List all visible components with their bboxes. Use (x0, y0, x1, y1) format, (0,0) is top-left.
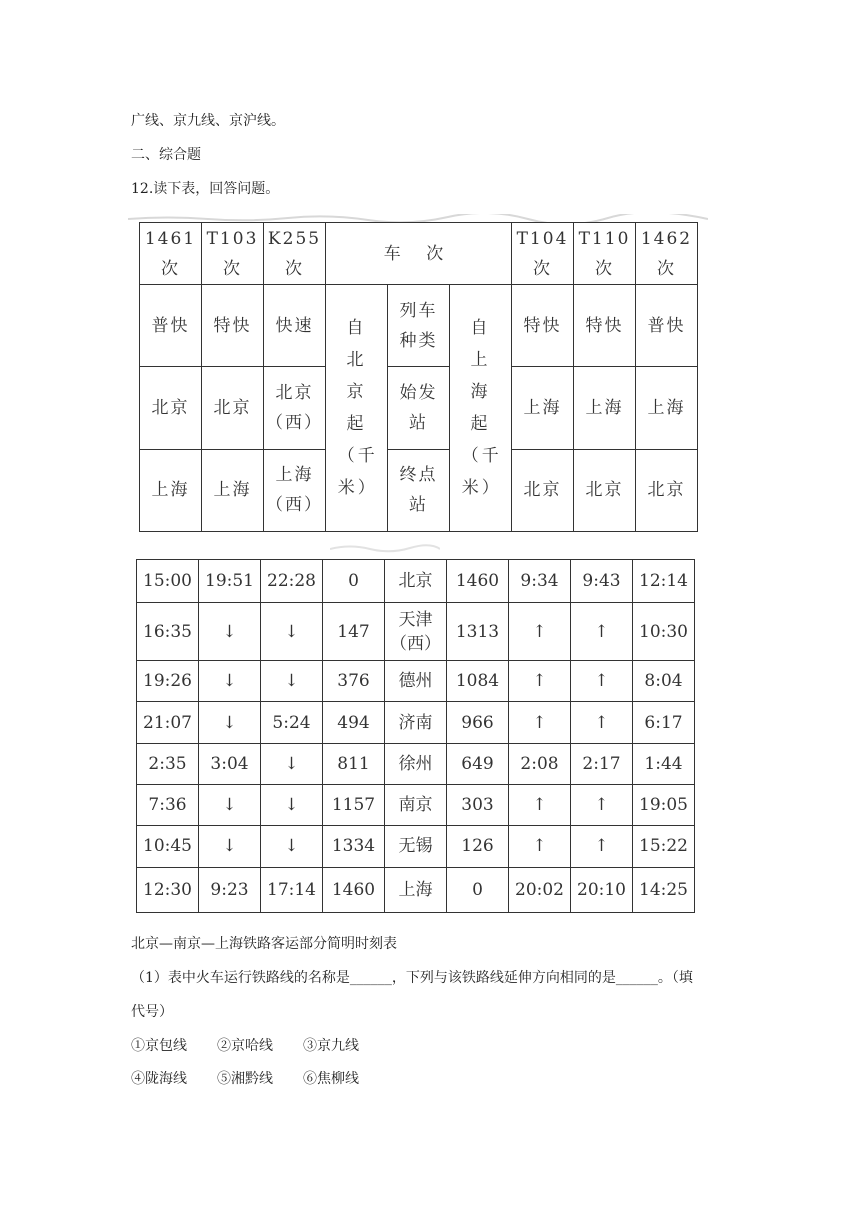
question-1: （1）表中火车运行铁路线的名称是______，下列与该铁路线延伸方向相同的是______。（填 (131, 970, 693, 986)
time-cell: 1:44 (633, 743, 695, 784)
up-arrow-icon: ↑ (571, 603, 633, 661)
train-header-t104: T104 次 (512, 223, 574, 285)
station-cell: 无锡 (385, 826, 447, 867)
time-cell: 9:43 (571, 560, 633, 603)
train-header-t103: T103 次 (202, 223, 264, 285)
down-arrow-icon: ↓ (199, 826, 261, 867)
destination-cell: 北京 (636, 449, 698, 531)
down-arrow-icon: ↓ (261, 784, 323, 825)
table-row (137, 784, 695, 825)
station-cell: 徐州 (385, 743, 447, 784)
question-title: 12.读下表，回答问题。 (131, 181, 280, 197)
up-arrow-icon: ↑ (509, 784, 571, 825)
origin-cell: 北京 (140, 367, 202, 449)
time-cell: 19:26 (137, 661, 199, 702)
distance-cell: 1334 (323, 826, 385, 867)
station-cell: 济南 (385, 702, 447, 743)
distance-cell: 147 (323, 603, 385, 661)
train-type-cell: 特快 (202, 285, 264, 367)
distance-cell: 1084 (447, 661, 509, 702)
table-row (137, 560, 695, 603)
time-cell: 15:22 (633, 826, 695, 867)
station-cell: 上海 (385, 867, 447, 912)
time-cell: 3:04 (199, 743, 261, 784)
down-arrow-icon: ↓ (199, 702, 261, 743)
up-arrow-icon: ↑ (509, 661, 571, 702)
up-arrow-icon: ↑ (571, 784, 633, 825)
distance-cell: 0 (323, 560, 385, 603)
table-row (137, 826, 695, 867)
distance-from-beijing-label: 自北 京起 （千 米） (326, 285, 388, 532)
origin-station-label: 始发 站 (388, 367, 450, 449)
origin-cell: 上海 (512, 367, 574, 449)
up-arrow-icon: ↑ (509, 702, 571, 743)
station-cell: 德州 (385, 661, 447, 702)
destination-cell: 上海 (140, 449, 202, 531)
time-cell: 5:24 (261, 702, 323, 743)
time-cell: 20:02 (509, 867, 571, 912)
station-cell: 南京 (385, 784, 447, 825)
down-arrow-icon: ↓ (261, 743, 323, 784)
time-cell: 16:35 (137, 603, 199, 661)
origin-cell: 上海 (574, 367, 636, 449)
up-arrow-icon: ↑ (509, 603, 571, 661)
train-type-cell: 特快 (574, 285, 636, 367)
option-2: ②京哈线 (217, 1038, 273, 1054)
time-cell: 2:08 (509, 743, 571, 784)
distance-cell: 1460 (323, 867, 385, 912)
distance-cell: 494 (323, 702, 385, 743)
station-cell (385, 603, 447, 661)
time-cell: 12:14 (633, 560, 695, 603)
train-type-cell: 普快 (636, 285, 698, 367)
origin-cell: 上海 (636, 367, 698, 449)
distance-cell: 811 (323, 743, 385, 784)
table-row (137, 702, 695, 743)
down-arrow-icon: ↓ (199, 784, 261, 825)
train-type-cell: 普快 (140, 285, 202, 367)
cell-text: （西） (390, 633, 441, 654)
time-cell: 7:36 (137, 784, 199, 825)
table-row (137, 661, 695, 702)
table-row (137, 867, 695, 912)
time-cell: 22:28 (261, 560, 323, 603)
train-type-label: 列车 种类 (388, 285, 450, 367)
distance-from-shanghai-label: 自上 海起 （千 米） (450, 285, 512, 532)
train-header-t110: T110 次 (574, 223, 636, 285)
distance-cell: 1460 (447, 560, 509, 603)
up-arrow-icon: ↑ (571, 702, 633, 743)
distance-cell: 303 (447, 784, 509, 825)
down-arrow-icon: ↓ (199, 603, 261, 661)
options-row-2 (131, 1069, 359, 1089)
option-5: ⑤湘黔线 (217, 1071, 273, 1087)
distance-cell: 376 (323, 661, 385, 702)
up-arrow-icon: ↑ (571, 826, 633, 867)
question-1-continued: 代号） (131, 1004, 173, 1020)
time-cell: 15:00 (137, 560, 199, 603)
time-cell: 10:45 (137, 826, 199, 867)
destination-station-label: 终点 站 (388, 449, 450, 531)
train-number-title: 车 次 (326, 223, 512, 285)
up-arrow-icon: ↑ (571, 661, 633, 702)
origin-cell: 北京 （西） (264, 367, 326, 449)
time-cell: 2:35 (137, 743, 199, 784)
up-arrow-icon: ↑ (509, 826, 571, 867)
destination-cell: 上海 （西） (264, 449, 326, 531)
options-row-1 (131, 1036, 359, 1056)
cell-text: 天津 (398, 609, 433, 630)
distance-cell: 649 (447, 743, 509, 784)
train-header-k255: K255 次 (264, 223, 326, 285)
table-row (137, 743, 695, 784)
text-line-1: 广线、京九线、京沪线。 (131, 113, 285, 129)
distance-cell: 0 (447, 867, 509, 912)
train-header-1461: 1461 次 (140, 223, 202, 285)
option-1: ①京包线 (131, 1038, 187, 1054)
time-cell: 9:34 (509, 560, 571, 603)
time-cell: 19:05 (633, 784, 695, 825)
station-cell: 北京 (385, 560, 447, 603)
train-header-1462: 1462 次 (636, 223, 698, 285)
table-row (137, 603, 695, 661)
down-arrow-icon: ↓ (261, 603, 323, 661)
timetable-body-table (136, 559, 695, 913)
table-caption: 北京—南京—上海铁路客运部分简明时刻表 (131, 936, 397, 952)
time-cell: 17:14 (261, 867, 323, 912)
option-4: ④陇海线 (131, 1071, 187, 1087)
down-arrow-icon: ↓ (199, 661, 261, 702)
down-arrow-icon: ↓ (261, 661, 323, 702)
section-heading: 二、综合题 (131, 147, 201, 163)
time-cell: 19:51 (199, 560, 261, 603)
time-cell: 12:30 (137, 867, 199, 912)
train-type-cell: 快速 (264, 285, 326, 367)
destination-cell: 北京 (574, 449, 636, 531)
distance-cell: 126 (447, 826, 509, 867)
destination-cell: 上海 (202, 449, 264, 531)
time-cell: 9:23 (199, 867, 261, 912)
option-3: ③京九线 (303, 1038, 359, 1054)
destination-cell: 北京 (512, 449, 574, 531)
distance-cell: 966 (447, 702, 509, 743)
time-cell: 8:04 (633, 661, 695, 702)
train-type-cell: 特快 (512, 285, 574, 367)
time-cell: 20:10 (571, 867, 633, 912)
distance-cell: 1313 (447, 603, 509, 661)
down-arrow-icon: ↓ (261, 826, 323, 867)
time-cell: 2:17 (571, 743, 633, 784)
timetable-header-table (139, 222, 698, 532)
time-cell: 21:07 (137, 702, 199, 743)
origin-cell: 北京 (202, 367, 264, 449)
scan-edge-decoration (128, 214, 708, 222)
time-cell: 14:25 (633, 867, 695, 912)
distance-cell: 1157 (323, 784, 385, 825)
scan-edge-decoration (330, 543, 440, 553)
time-cell: 6:17 (633, 702, 695, 743)
option-6: ⑥焦柳线 (303, 1071, 359, 1087)
time-cell: 10:30 (633, 603, 695, 661)
